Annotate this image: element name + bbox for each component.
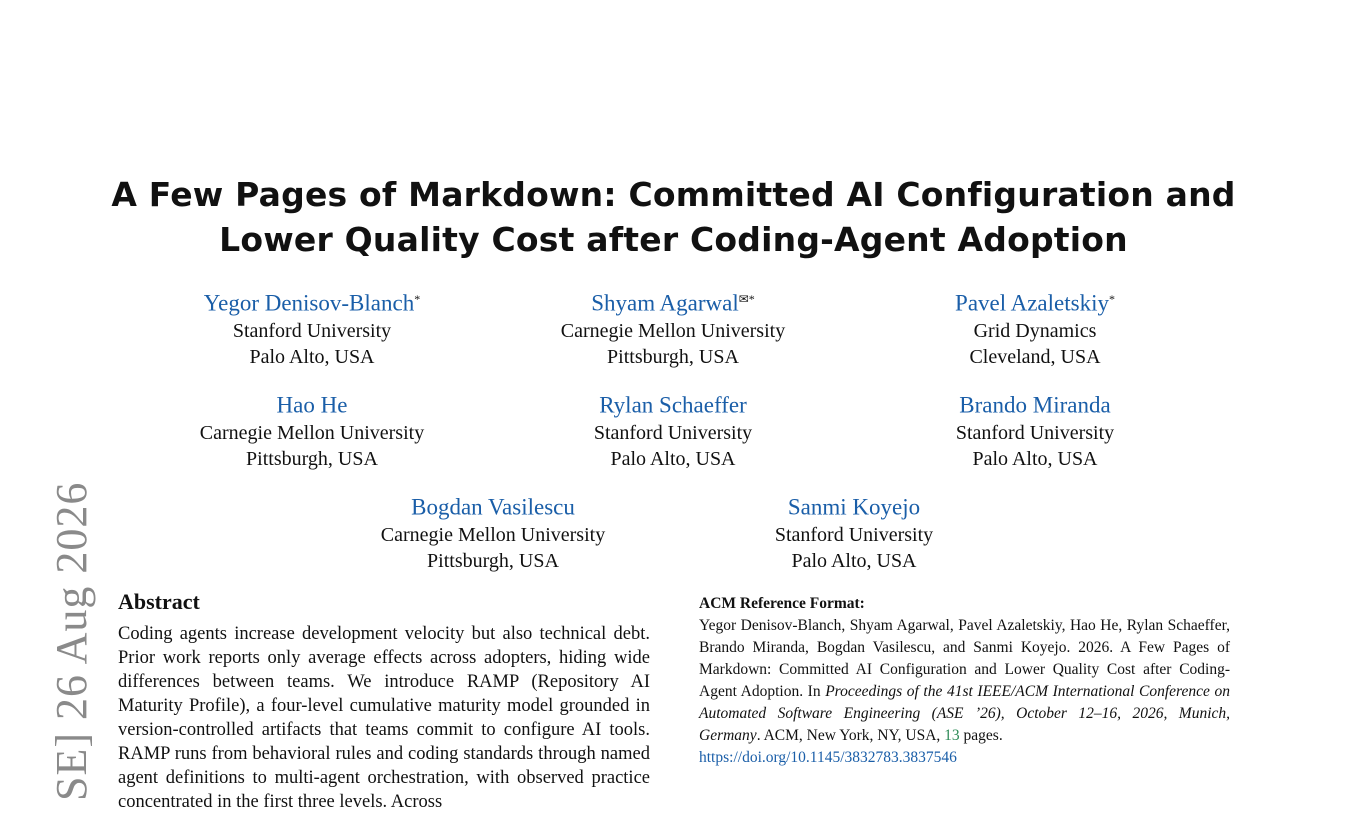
author-mark: * [414,292,421,306]
author-affiliation: Carnegie Mellon University [560,319,786,342]
author-location: Pittsburgh, USA [607,345,739,368]
author-location: Palo Alto, USA [249,345,375,368]
acm-citation-authors: Yegor Denisov-Blanch, Shyam Agarwal, Pavel Azaletskiy, Hao He, Rylan Schaeffer, Brando Miranda, Bogdan Vasilescu, and Sanmi Koyejo. 2026. A Few Pages of Markdown: Committed AI Configuration and Lower Quality Cost after Coding-Agent Adoption. In [699,617,1230,700]
acm-reference-heading: ACM Reference Format: [699,595,865,612]
author-affiliation: Stanford University [232,319,392,342]
author-name[interactable]: Sanmi Koyejo [787,494,921,520]
author-location: Pittsburgh, USA [246,447,378,470]
author-name[interactable]: Shyam Agarwal [591,290,739,316]
author-block [313,490,673,574]
title-line-2: Lower Quality Cost after Coding-Agent Adoption [219,220,1128,259]
author-block [132,388,492,472]
author-block [493,286,853,370]
author-location: Palo Alto, USA [972,447,1098,470]
author-name[interactable]: Pavel Azaletskiy [955,290,1109,316]
author-affiliation: Stanford University [593,421,753,444]
author-location: Cleveland, USA [969,345,1101,368]
author-affiliation: Stanford University [955,421,1115,444]
author-name[interactable]: Hao He [276,392,348,418]
author-name[interactable]: Yegor Denisov-Blanch [203,290,415,316]
abstract-text: Coding agents increase development velocity but also technical debt. Prior work reports only average effects across adopters, hiding wide differences between teams. We introduce RAMP (Repository AI Maturity Profile), a four-level cumulative maturity model grounded in version-controlled artifacts that teams commit to configure AI tools. RAMP runs from behavioral rules and coding standards through named agent definitions to multi-agent orchestration, with observed practice concentrated in the first three levels. Across [118,624,650,812]
acm-citation [699,615,1230,747]
author-name[interactable]: Rylan Schaeffer [599,392,747,418]
author-affiliation: Stanford University [774,523,934,546]
acm-reference [699,593,1230,769]
author-location: Palo Alto, USA [610,447,736,470]
doi-link[interactable]: https://doi.org/10.1145/3832783.3837546 [699,749,957,766]
acm-publisher: . ACM, New York, NY, USA, [756,727,945,744]
page-count-link[interactable]: 13 [944,727,960,744]
acm-venue: Proceedings of the 41st IEEE/ACM International Conference on Automated Software Engineering (ASE ’26), October 12–16, 2026, Munich, Germany [699,683,1230,744]
author-affiliation: Grid Dynamics [973,319,1097,342]
author-block [132,286,492,370]
author-affiliation: Carnegie Mellon University [199,421,425,444]
author-mark: ✉* [738,292,755,306]
author-block [855,388,1215,472]
paper-title [0,172,1347,262]
author-block [493,388,853,472]
author-location: Pittsburgh, USA [427,549,559,572]
author-block [855,286,1215,370]
author-block [674,490,1034,574]
author-mark: * [1108,292,1115,306]
arxiv-stamp: SE] 26 Aug 2026 [47,481,96,801]
author-affiliation: Carnegie Mellon University [380,523,606,546]
author-name[interactable]: Bogdan Vasilescu [411,494,575,520]
title-line-1: A Few Pages of Markdown: Committed AI Configuration and [111,175,1236,214]
acm-pages-suffix: pages. [959,727,1003,744]
author-name[interactable]: Brando Miranda [959,392,1111,418]
author-location: Palo Alto, USA [791,549,917,572]
abstract-heading: Abstract [118,589,200,614]
